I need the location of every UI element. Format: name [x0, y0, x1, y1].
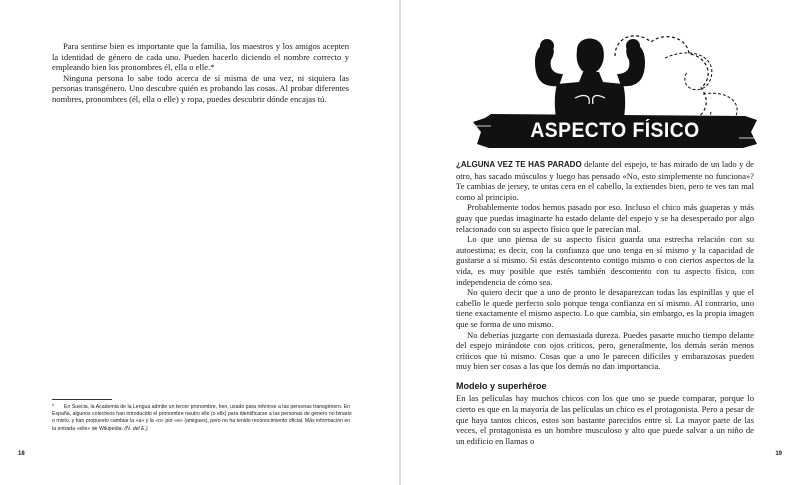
lead-in: ¿ALGUNA VEZ TE HAS PARADO [456, 160, 582, 169]
lead-paragraph-text: delante del espejo, te has mirado de un lado y de otro, has sacado músculos y luego has pensado «No, esto simplemente no funciona»? Te cambias de jersey, te untas cera en el cabello, la extiendes bien, pero te ves tan mal como al principio. [456, 159, 754, 202]
page-number-left: 18 [18, 451, 25, 457]
right-paragraph-3: Lo que uno piensa de su aspecto físico guarda una estrecha relación con su autoestima; es decir, con la confianza que uno tenga en sí mismo y la capacidad de gustarse a sí mismo. Si estás descontento contigo mismo o con ciertos aspectos de la vida, es muy posible que estés también descontento con tu aspecto físico, con independencia de cómo sea. [456, 234, 754, 287]
left-paragraph-1: Para sentirse bien es importante que la familia, los maestros y los amigos acepten la identidad de género de cada uno. Pueden hacerlo diciendo el nombre correcto y empleando bien los pronombres él, ella o elle.* [52, 41, 349, 73]
chapter-title: ASPECTO FÍSICO [530, 119, 700, 142]
page-number-right: 19 [775, 451, 782, 457]
footnote-text: En Suecia, la Academia de la Lengua admite un tercer pronombre, hen, usado para referirse a las personas transgénero. En España, algunos colectivos han introducido el pronombre neutro elle (o ellx) para identificarse a las personas de género no binario o mixto, y han propuesto cambiar la «a» y la «o» por «e» (amigues), pero no ha tenido reconocimiento oficial. Más información en la entrada «elle» de Wikipedia. [52, 404, 352, 432]
section-paragraph: En las películas hay muchos chicos con los que uno se puede comparar, porque lo cierto es que en la mayoría de las películas un chico es el protagonista. Pero a pesar de que haya tantos chicos, estos son bastante parecidos entre sí. La mayor parte de las veces, el protagonista es un hombre musculoso y alto que puede salvar a un niño de un edificio en llamas o [456, 393, 754, 446]
right-paragraph-1 [456, 159, 754, 202]
footnote-editor-note: (N. del E.) [124, 425, 148, 432]
right-paragraph-4: No quiero decir que a uno de pronto le desaparezcan todas las espinillas y que el cabello le quede perfecto solo porque tenga confianza en sí mismo. Al contrario, uno tiene exactamente el mismo aspecto. Lo que cambia, sin embargo, es la propia imagen que se forma de uno mismo. [456, 287, 754, 329]
left-page [0, 0, 399, 485]
right-body-text [456, 159, 754, 446]
footnote [52, 404, 352, 433]
footnote-mark: * [52, 404, 55, 410]
right-page [401, 0, 800, 485]
right-paragraph-5: No deberías juzgarte con demasiada dureza. Puedes pasarte mucho tiempo delante del espejo mirándote con ojos críticos, pero, generalmente, los demás serán menos críticos que tú mismo. Cosas que a uno le parecen difíciles y embarazosas pueden muy bien ser cosas a las que los demás no dan importancia. [456, 329, 754, 372]
left-body-text [52, 41, 349, 105]
section-heading: Modelo y superhéroe [456, 380, 547, 391]
footnote-rule [52, 399, 112, 400]
right-paragraph-2: Probablemente todos hemos pasado por eso. Incluso el chico más guaperas y más guay que puedas imaginarte ha estado delante del espejo y se ha desesperado por algo relacionado con su aspecto físico que le parecían mal. [456, 202, 754, 234]
left-paragraph-2: Ninguna persona lo sabe todo acerca de sí misma de una vez, ni siquiera las personas transgénero. Uno descubre quién es probando las cosas. Al probar diferentes nombres, pronombres (él, ella o elle) y ropa, puedes descubrir dónde encajas tú. [52, 72, 349, 104]
